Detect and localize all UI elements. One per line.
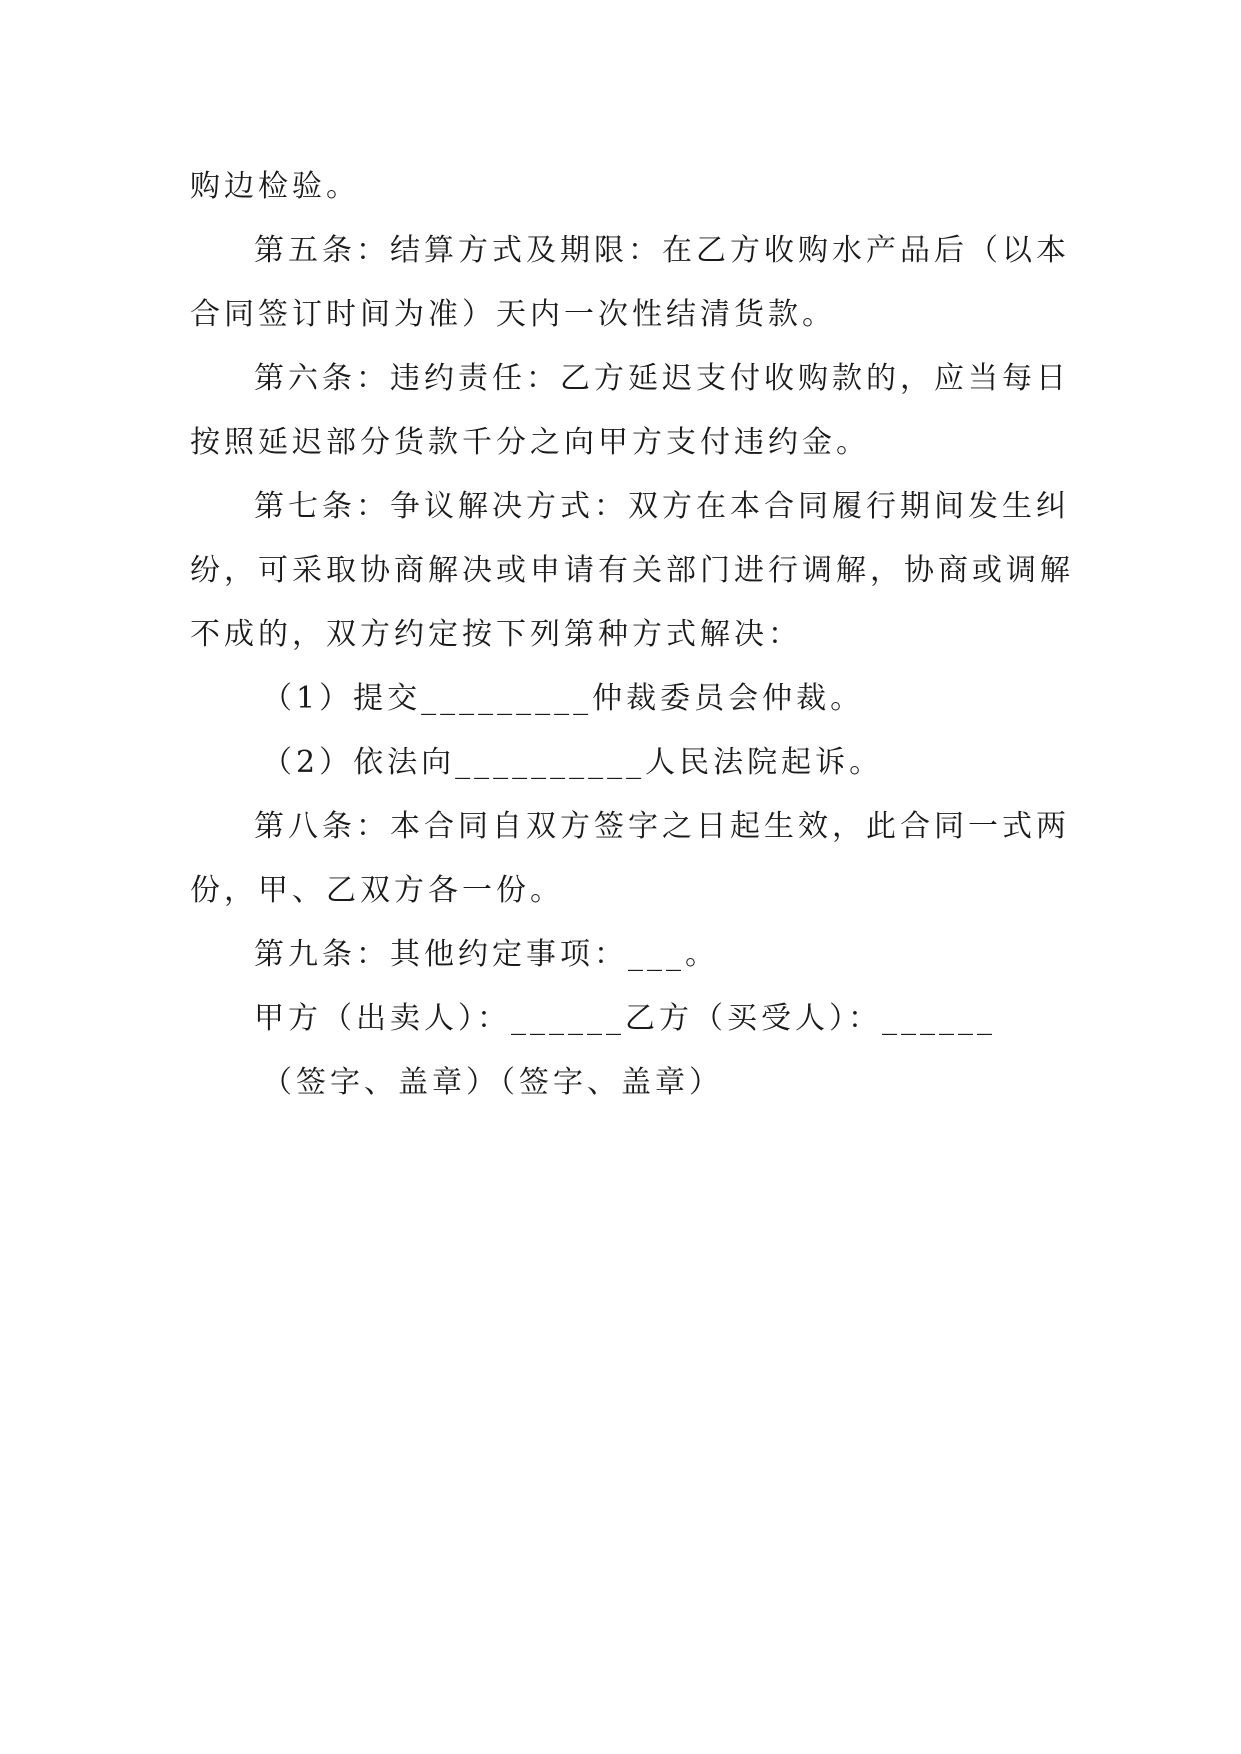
signature-seal-labels: （签字、盖章）（签字、盖章）: [262, 1065, 723, 1100]
signature-parties: 甲方（出卖人）：______乙方（买受人）：______: [254, 1001, 996, 1036]
clause-6-line-2: 按照延迟部分货款千分之向甲方支付违约金。: [190, 425, 870, 460]
clause-8-line-2: 份，甲、乙双方各一份。: [190, 873, 564, 908]
clause-7-option-1: （1）提交_________仲裁委员会仲裁。: [262, 681, 865, 716]
clause-7-option-2: （2）依法向__________人民法院起诉。: [262, 745, 884, 780]
clause-4-continuation: 购边检验。: [190, 169, 360, 204]
clause-5-line-1: 第五条：结算方式及期限：在乙方收购水产品后（以本: [254, 233, 1070, 268]
clause-9: 第九条：其他约定事项：___。: [254, 937, 719, 972]
contract-body: [190, 155, 1074, 1115]
clause-6-line-1: 第六条：违约责任：乙方延迟支付收购款的，应当每日: [254, 361, 1070, 396]
clause-7-line-2: 纷，可采取协商解决或申请有关部门进行调解，协商或调解: [190, 553, 1074, 588]
clause-5-line-2: 合同签订时间为准）天内一次性结清货款。: [190, 297, 836, 332]
clause-7-line-1: 第七条：争议解决方式：双方在本合同履行期间发生纠: [254, 489, 1070, 524]
clause-8-line-1: 第八条：本合同自双方签字之日起生效，此合同一式两: [254, 809, 1070, 844]
clause-7-line-3: 不成的，双方约定按下列第种方式解决：: [190, 617, 802, 652]
